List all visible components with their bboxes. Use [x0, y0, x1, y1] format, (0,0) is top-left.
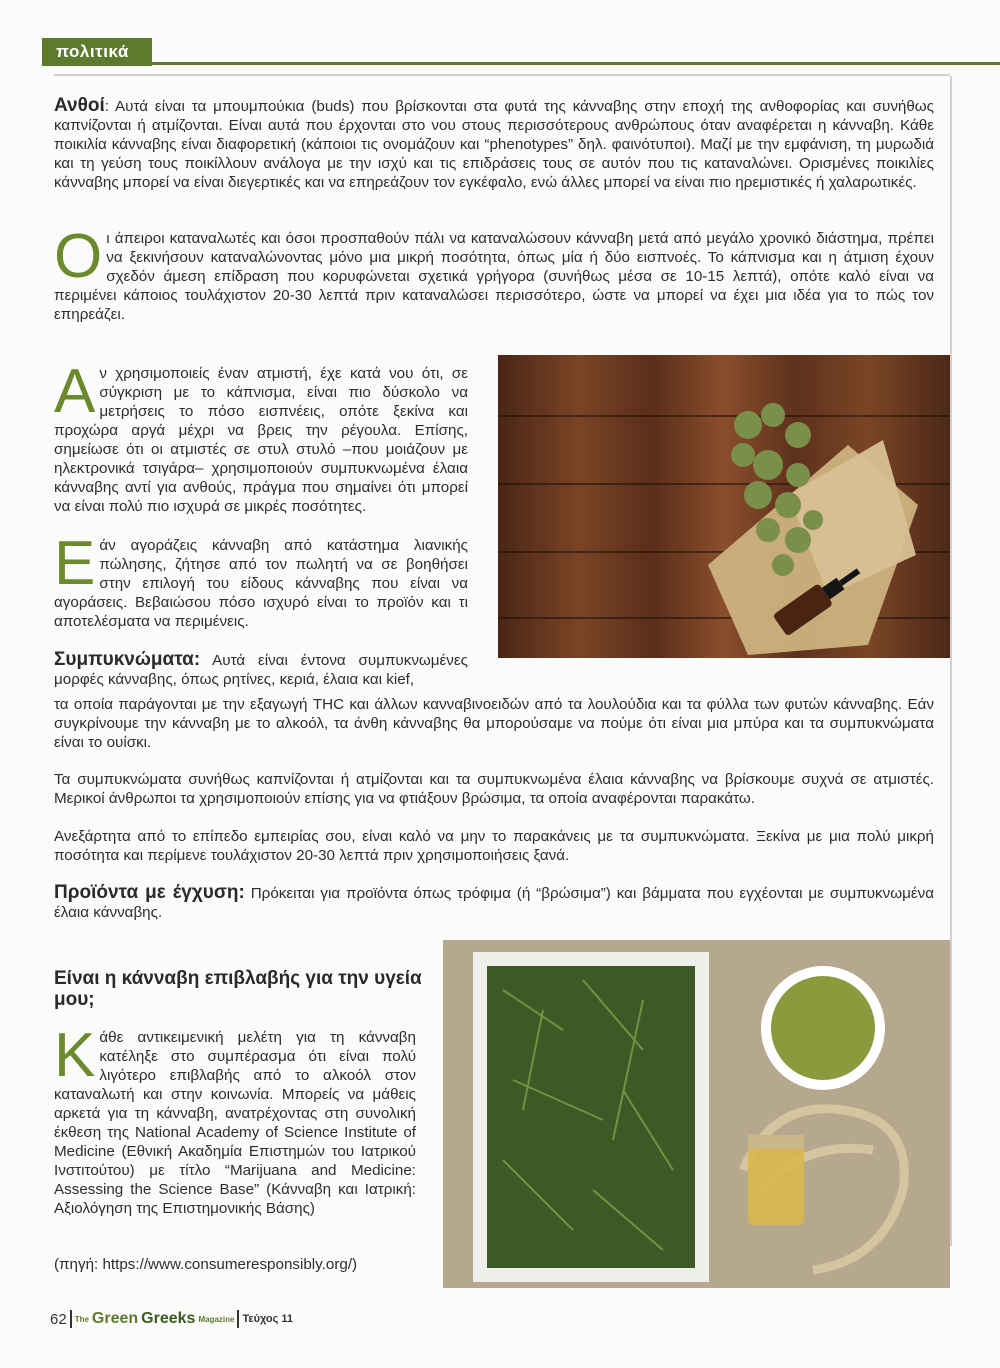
frame-top-border — [54, 74, 950, 76]
dropcap: Α — [54, 357, 96, 426]
paragraph-flowers-text: : Αυτά είναι τα μπουμπούκια (buds) που βρίσκονται στα φυτά της κάνναβης στην εποχή της ανθοφορίας και συνήθως καπνίζονται ή ατμίζονται. Είναι αυτά που έρχονται στο νου στους περισσότερους ανθρώπους όταν αναφέρεται η κάνναβη. Κάθε ποικιλία κάνναβης είναι διαφορετική (κάποιοι τις ονομάζουν και “phenotypes” δηλ. φαινότυποι). Μαζί με την εμφάνιση, τη μυρωδιά και τη γεύση τους ποικίλλουν ανάλογα με την ισχύ και τις επιδράσεις τους σε αυτόν που τις καταναλώνει. Ορισμένες ποικιλίες κάνναβης μπορεί να είναι διεγερτικές και να επηρεάζουν τον εγκέφαλο, ενώ άλλες μπορεί να είναι πιο ηρεμιστικές ή χαλαρωτικές. — [54, 98, 934, 191]
lead-flowers: Ανθοί — [54, 95, 105, 116]
paragraph-study-text: άθε αντικειμενική μελέτη για τη κάνναβη κατέληξε στο συμπέρασμα ότι είναι πολύ λιγότερο επιβλαβής από το αλκοόλ στον καταναλωτή και στην κοινωνία. Μπορείς να μάθεις αρκετά για τη κάνναβη, ανατρέχοντας στη συνολική έκθεση της National Academy of Science Institute of Medicine (Εθνική Ακαδημία Επιστημών του Ιατρικού Ινστιτούτου) με τίτλο “Marijuana and Medicine: Assessing the Science Base” (Κάνναβη και Ιατρική: Αξιολόγηση της Επιστημονικής Βάσης) — [54, 1029, 416, 1217]
frame-right-border — [950, 76, 952, 1246]
brand-the: The — [74, 1314, 89, 1324]
photo-cannabis-buds-oil — [498, 355, 950, 658]
paragraph-concentrates-intro — [54, 650, 468, 689]
brand-magazine: Magazine — [198, 1314, 235, 1324]
paragraph-inexperienced — [54, 222, 934, 324]
paragraph-study — [54, 1021, 416, 1218]
footer-divider — [70, 1310, 72, 1328]
paragraph-inexperienced-text: ι άπειροι καταναλωτές και όσοι προσπαθούν πάλι να καταναλώσουν κάνναβη μετά από μεγάλο χρονικό διάστημα, πρέπει να ξεκινήσουν καταναλώνοντας μόνο μια μικρή ποσότητα, όπως μία ή δύο εισπνοές. Το κάπνισμα και η άτμιση έχουν σχεδόν άμεση επίδραση που κορυφώνεται σχετικά γρήγορα (συνήθως μέσα σε 10-15 λεπτά), οπότε καλό είναι να περιμένει κάποιος τουλάχιστον 20-30 λεπτά πριν καταναλώσει περισσότερο, ώστε να μπορεί να έχει μια ιδέα για το πώς τον επηρεάζει. — [54, 230, 934, 323]
paragraph-concentrates-text-a: Αυτά είναι έντονα συμπυκνωμένες μορφές κάνναβης, όπως ρητίνες, κεριά, έλαια και kief, — [54, 652, 468, 688]
dropcap: Ε — [54, 529, 96, 598]
footer-divider — [237, 1310, 239, 1328]
issue-label: Τεύχος 11 — [242, 1313, 294, 1325]
brand-green: Green — [91, 1310, 139, 1327]
lead-concentrates: Συμπυκνώματα: — [54, 649, 201, 670]
photo-hemp-products — [443, 940, 950, 1288]
paragraph-infused-text: Πρόκειται για προϊόντα όπως τρόφιμα (ή “βρώσιμα”) και βάμματα που εγχέονται με συμπυκνωμένα έλαια κάνναβης. — [54, 885, 934, 921]
paragraph-infused — [54, 883, 934, 922]
lead-infused: Προϊόντα με έγχυση: — [54, 882, 245, 903]
section-rule — [152, 62, 1000, 65]
page-number: 62 — [50, 1310, 67, 1328]
dropcap: Ο — [54, 222, 103, 291]
paragraph-concentrates-cont: τα οποία παράγονται με την εξαγωγή THC και άλλων κανναβινοειδών από τα λουλούδια και τα φύλλα των φυτών κάνναβης. Εάν συγκρίνουμε την κάνναβη με το αλκοόλ, τα άνθη κάνναβης θα μπορούσαμε να πούμε ότι είναι μια μπύρα και τα συμπυκνώματα είναι το ουίσκι. — [54, 696, 934, 751]
paragraph-retail-text: άν αγοράζεις κάνναβη από κατάστημα λιανικής πώλησης, ζήτησε από τον πωλητή να σε βοηθήσει στην επιλογή του είδους κάνναβης που είναι να αγοράσεις. Βεβαιώσου πόσο ισχυρό είναι το προϊόν και τι αποτελέσματα να περιμένεις. — [54, 537, 468, 630]
paragraph-experience: Ανεξάρτητα από το επίπεδο εμπειρίας σου, είναι καλό να μην το παρακάνεις με τα συμπυκνώματα. Ξεκίνα με μια πολύ μικρή ποσότητα και περίμενε τουλάχιστον 20-30 λεπτά πριν χρησιμοποιήσεις ξανά. — [54, 828, 934, 864]
paragraph-flowers — [54, 96, 934, 192]
section-tab: πολιτικά — [42, 38, 152, 66]
page-footer — [50, 1310, 293, 1328]
paragraph-vaporizer — [54, 357, 468, 516]
paragraph-retail — [54, 529, 468, 631]
paragraph-concentrates-use: Τα συμπυκνώματα συνήθως καπνίζονται ή ατμίζονται και τα συμπυκνωμένα έλαια κάνναβης να βρίσκουμε συχνά σε ατμιστές. Μερικοί άνθρωποι τα χρησιμοποιούν επίσης για να φτιάξουν βρώσιμα, τα οποία αναφέρονται παρακάτω. — [54, 771, 934, 807]
heading-harmful: Είναι η κάνναβη επιβλαβής για την υγεία μου; — [54, 968, 422, 1010]
paragraph-vaporizer-text: ν χρησιμοποιείς έναν ατμιστή, έχε κατά νου ότι, σε σύγκριση με το κάπνισμα, είναι πιο δύσκολο να μετρήσεις το πόσο εισπνέεις, οπότε ξεκίνα και προχώρα αργά μέχρι να βρεις την ρέγουλα. Επίσης, σημείωσε ότι οι ατμιστές σε στυλ στυλό –που μοιάζουν με ηλεκτρονικά τσιγάρα– χρησιμοποιούν συμπυκνωμένα έλαια κάνναβης αντί για ανθούς, πράγμα που σημαίνει ότι μπορεί να είναι πολύ πιο ισχυρά σε μικρές ποσότητες. — [54, 365, 468, 515]
brand-greeks: Greeks — [141, 1310, 196, 1327]
dropcap: Κ — [54, 1021, 96, 1090]
source-line: (πηγή: https://www.consumeresponsibly.org/) — [54, 1256, 358, 1273]
